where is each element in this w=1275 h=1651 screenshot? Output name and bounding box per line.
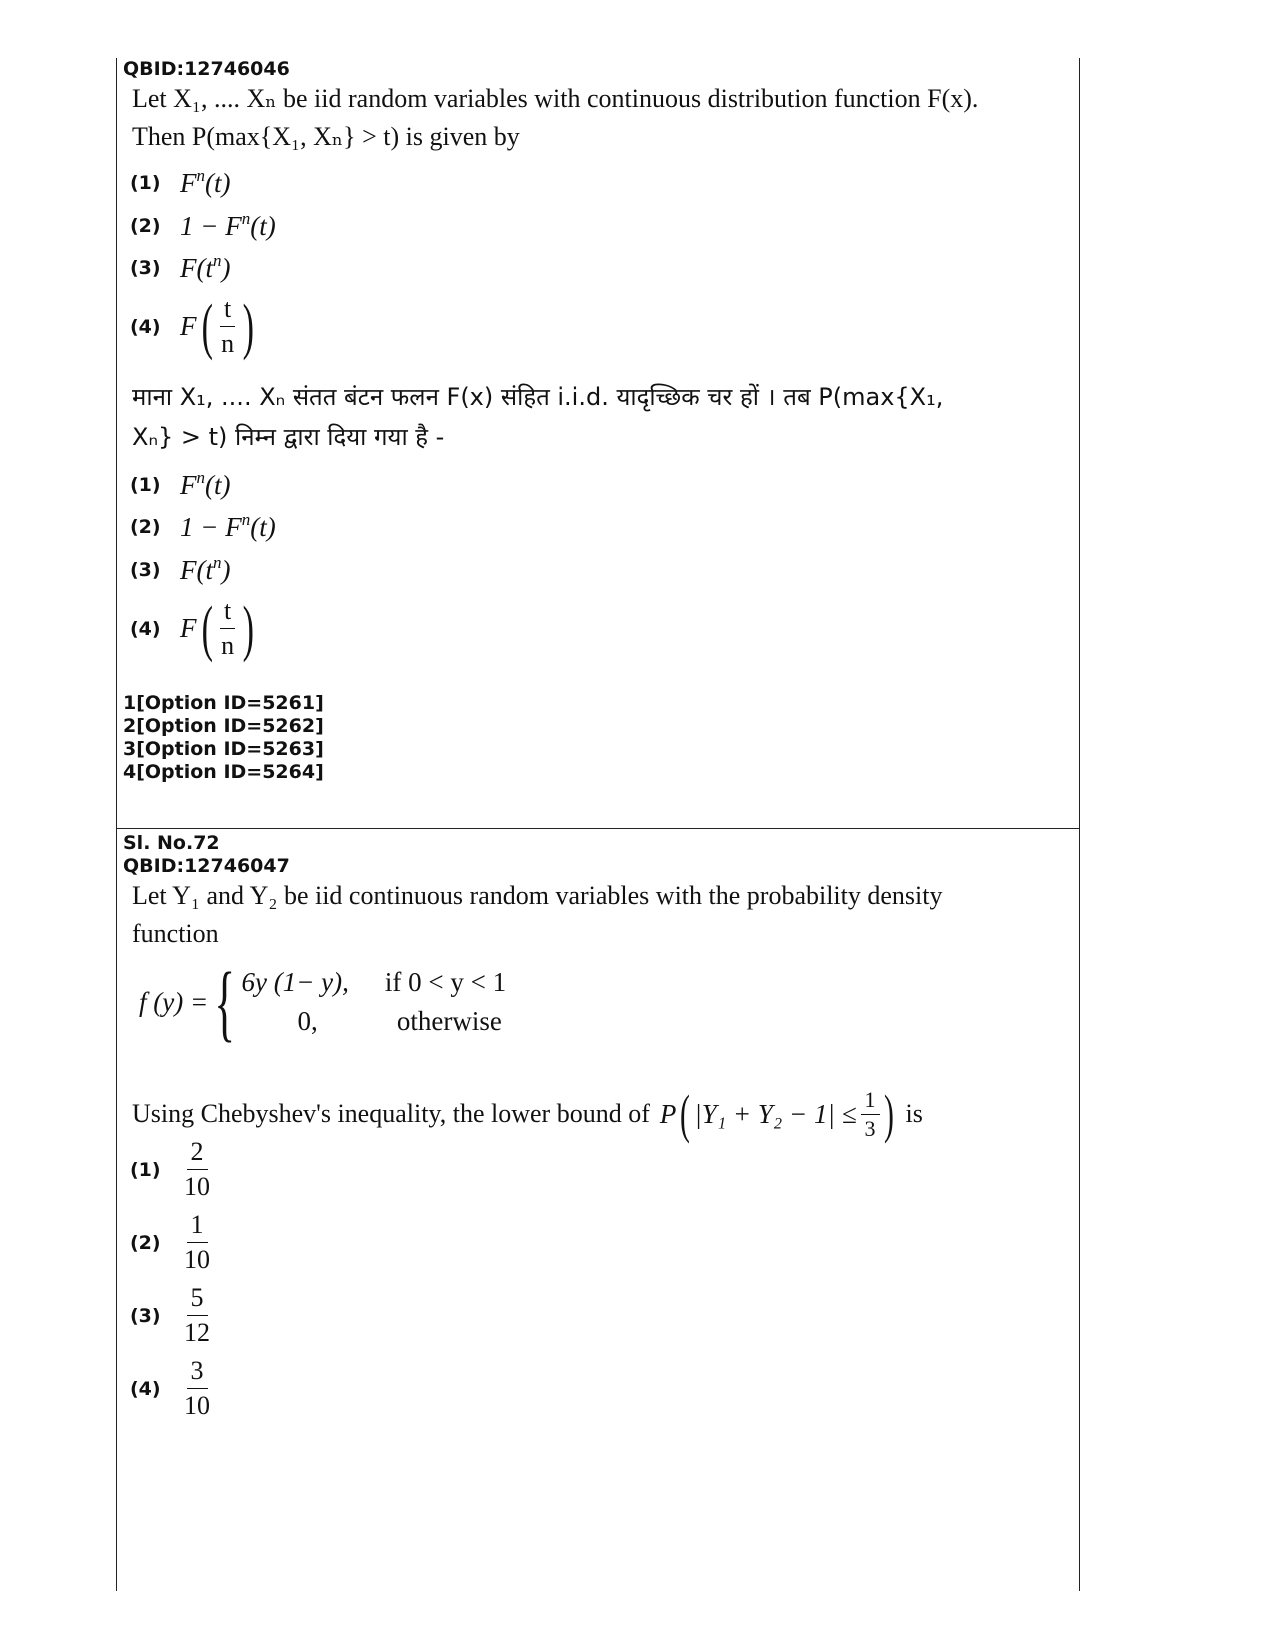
option-number: (3) xyxy=(130,558,161,581)
frac-denominator: n xyxy=(221,631,235,660)
frac-numerator: t xyxy=(220,294,235,327)
option-exp: n xyxy=(213,251,222,270)
serial-number: Sl. No.72 xyxy=(123,832,220,854)
qbid-label: QBID:12746046 xyxy=(123,58,290,80)
option-exp: n xyxy=(241,209,251,228)
pdf-lhs: f (y) = xyxy=(139,986,209,1017)
option-number: (1) xyxy=(130,1158,161,1181)
chebyshev-text: Using Chebyshev's inequality, the lower bound of xyxy=(132,1099,650,1128)
option-number: (2) xyxy=(130,1231,161,1254)
frac-denominator: n xyxy=(221,329,235,358)
case2-cond: otherwise xyxy=(396,1006,502,1036)
option-expr: 1 − F xyxy=(180,211,242,241)
option-2-hi xyxy=(130,510,276,543)
option-expr-tail: ) xyxy=(221,555,231,585)
option-expr-tail: (t) xyxy=(250,512,276,542)
frac-numerator: 3 xyxy=(187,1356,208,1389)
option-1-hi xyxy=(130,468,230,501)
question-text-en-line1: Let X₁, .... Xₙ be iid random variables with continuous distribution function F(x). xyxy=(132,84,979,113)
option-number: (4) xyxy=(130,315,161,338)
frac-denominator: 10 xyxy=(184,1245,210,1274)
pdf-definition xyxy=(139,954,507,1050)
question-text-hi-line1: माना X₁, .... Xₙ संतत बंटन फलन F(x) संहित i.i.d. यादृच्छिक चर हों । तब P(max{X₁, xyxy=(132,383,944,411)
option-exp: n xyxy=(196,166,205,185)
option-number: (2) xyxy=(130,515,161,538)
option-exp: n xyxy=(241,510,251,529)
frac-numerator: 1 xyxy=(861,1088,880,1115)
prob-inner: |Y₁ + Y₂ − 1| ≤ xyxy=(694,1098,857,1129)
frac-denominator: 10 xyxy=(184,1172,210,1201)
option-number: (4) xyxy=(130,617,161,640)
case2-expr: 0, xyxy=(297,1006,318,1036)
option-expr: 1 − F xyxy=(180,512,242,542)
question-block-2 xyxy=(116,829,1080,1591)
option-expr: F xyxy=(180,168,197,198)
option-4-en: (4) F ( $\frac{t}{n}$ ) xyxy=(130,292,255,361)
option-3 xyxy=(130,1283,214,1348)
option-4-hi: (4) F ( $\frac{t}{n}$ ) xyxy=(130,594,255,663)
pdf-cases xyxy=(241,967,506,1037)
option-expr: F xyxy=(180,470,197,500)
option-number: (2) xyxy=(130,214,161,237)
option-1 xyxy=(130,1137,214,1202)
option-number: (3) xyxy=(130,256,161,279)
frac-numerator: 1 xyxy=(187,1210,208,1243)
option-3-en xyxy=(130,251,231,284)
option-1-en xyxy=(130,166,230,199)
option-expr-tail: (t) xyxy=(250,211,276,241)
option-number: (4) xyxy=(130,1377,161,1400)
frac-denominator: 3 xyxy=(864,1115,876,1141)
option-expr-tail: ) xyxy=(221,253,231,283)
option-2-en xyxy=(130,209,276,242)
frac-numerator: 2 xyxy=(187,1137,208,1170)
option-func: F xyxy=(180,613,197,643)
option-func: F xyxy=(180,311,197,341)
chebyshev-line: Using Chebyshev's inequality, the lower bound of P ( |Y₁ + Y₂ − 1| ≤ $\frac{1}{3}$ ) is xyxy=(132,1084,923,1144)
case1-cond: if 0 < y < 1 xyxy=(384,967,507,997)
option-expr: F(t xyxy=(180,253,213,283)
question-text-line1: Let Y₁ and Y₂ be iid continuous random variables with the probability density xyxy=(132,881,943,910)
frac-numerator: 5 xyxy=(187,1283,208,1316)
option-id-4: 4[Option ID=5264] xyxy=(123,761,324,783)
is-word: is xyxy=(905,1099,923,1128)
brace: { xyxy=(214,954,236,1050)
option-3-hi xyxy=(130,553,231,586)
option-id-2: 2[Option ID=5262] xyxy=(123,715,324,737)
option-4 xyxy=(130,1356,214,1421)
case1-expr: 6y (1− y), xyxy=(241,967,349,997)
option-expr-tail: (t) xyxy=(205,168,231,198)
question-text-line2: function xyxy=(132,919,219,948)
option-exp: n xyxy=(196,468,205,487)
option-exp: n xyxy=(213,553,222,572)
frac-denominator: 12 xyxy=(184,1318,210,1347)
option-number: (3) xyxy=(130,1304,161,1327)
option-id-3: 3[Option ID=5263] xyxy=(123,738,324,760)
question-text-hi-line2: Xₙ} > t) निम्न द्वारा दिया गया है - xyxy=(132,423,445,451)
prob-symbol: P xyxy=(659,1098,677,1129)
option-number: (1) xyxy=(130,473,161,496)
frac-numerator: t xyxy=(220,596,235,629)
question-text-en-line2: Then P(max{X₁, Xₙ} > t) is given by xyxy=(132,122,520,151)
qbid-label: QBID:12746047 xyxy=(123,855,290,877)
option-expr: F(t xyxy=(180,555,213,585)
frac-denominator: 10 xyxy=(184,1391,210,1420)
option-2 xyxy=(130,1210,214,1275)
question-block-1 xyxy=(116,58,1080,829)
option-expr-tail: (t) xyxy=(205,470,231,500)
option-number: (1) xyxy=(130,171,161,194)
option-id-1: 1[Option ID=5261] xyxy=(123,692,324,714)
